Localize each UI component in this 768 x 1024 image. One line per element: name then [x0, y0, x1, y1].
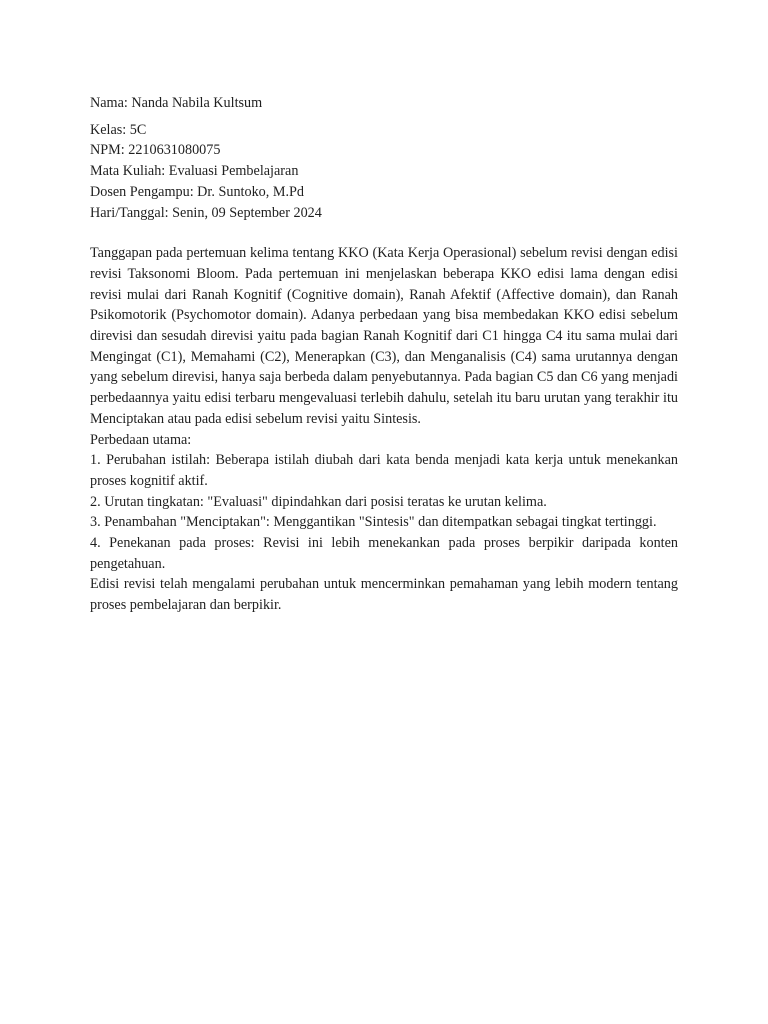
student-name: Nama: Nanda Nabila Kultsum [90, 95, 263, 111]
intro-paragraph: Tanggapan pada pertemuan kelima tentang KKO (Kata Kerja Operasional) sebelum revisi dengan edisi revisi Taksonomi Bloom. Pada pertemuan ini menjelaskan beberapa KKO edisi lama dengan edisi revisi mulai dari Ranah Kognitif (Cognitive domain), Ranah Afektif (Affective domain), dan Ranah Psikomotorik (Psychomotor domain). Adanya perbedaan yang bisa membedakan KKO edisi sebelum direvisi dan sesudah direvisi yaitu pada bagian Ranah Kognitif dari C1 hingga C4 itu sama mulai dari Mengingat (C1), Memahami (C2), Menerapkan (C3), dan Menganalisis (C4) sama urutannya dengan yang sebelum direvisi, hanya saja berbeda dalam penyebutannya. Pada bagian C5 dan C6 yang menjadi perbedaannya yaitu edisi terbaru mengevaluasi terlebih dahulu, setelah itu baru urutan yang terakhir itu Menciptakan atau pada edisi sebelum revisi yaitu Sintesis. [90, 245, 678, 427]
student-info [90, 93, 678, 223]
lecturer-name: Dosen Pengampu: Dr. Suntoko, M.Pd [90, 183, 305, 200]
list-title: Perbedaan utama: [90, 431, 192, 448]
list-item: 4. Penekanan pada proses: Revisi ini lebih menekankan pada proses berpikir daripada konten pengetahuan. [90, 535, 678, 572]
list-item: 1. Perubahan istilah: Beberapa istilah diubah dari kata benda menjadi kata kerja untuk menekankan proses kognitif aktif. [90, 452, 678, 489]
student-npm: NPM: 2210631080075 [90, 142, 221, 159]
closing-paragraph: Edisi revisi telah mengalami perubahan untuk mencerminkan pemahaman yang lebih modern tentang proses pembelajaran dan berpikir. [90, 576, 678, 614]
date-line: Hari/Tanggal: Senin, 09 September 2024 [90, 204, 322, 221]
document-page [90, 93, 678, 616]
student-class: Kelas: 5C [90, 121, 147, 138]
course-name: Mata Kuliah: Evaluasi Pembelajaran [90, 163, 299, 180]
list-item: 3. Penambahan "Menciptakan": Menggantikan "Sintesis" dan ditempatkan sebagai tingkat tertinggi. [90, 514, 657, 531]
list-item: 2. Urutan tingkatan: "Evaluasi" dipindahkan dari posisi teratas ke urutan kelima. [90, 493, 547, 510]
